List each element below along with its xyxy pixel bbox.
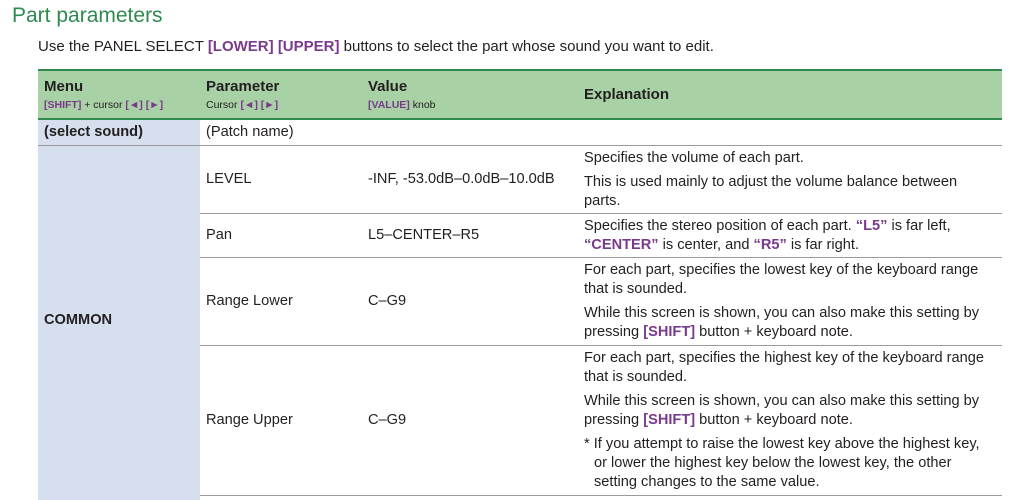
menu-cell-common: COMMON bbox=[38, 146, 200, 496]
exp-text: Specifies the stereo position of each part. bbox=[584, 217, 856, 234]
header-menu-label: Menu bbox=[44, 77, 84, 95]
exp-text: is far right. bbox=[786, 236, 859, 253]
value-knob-ref: [VALUE] bbox=[368, 98, 410, 111]
parameter-cell: LEVEL bbox=[200, 146, 362, 214]
header-parameter-sub bbox=[206, 97, 356, 113]
explanation-line: Specifies the volume of each part. bbox=[584, 149, 804, 166]
header-menu-sub bbox=[44, 97, 194, 113]
header-menu bbox=[38, 70, 200, 119]
parameter-cell: Pan bbox=[200, 214, 362, 258]
shift-key-ref: [SHIFT] bbox=[643, 324, 696, 340]
next-menu-cell-partial bbox=[38, 494, 200, 500]
exp-text: While this screen is shown, you can also make this setting by pressing bbox=[584, 393, 980, 428]
cursor-arrows-ref: [◄] [►] bbox=[125, 98, 164, 111]
explanation-line: For each part, specifies the highest key of the keyboard range that is sounded. bbox=[584, 350, 984, 385]
center-ref: “CENTER” bbox=[584, 236, 659, 253]
header-parameter-label: Parameter bbox=[206, 77, 280, 95]
value-cell: -INF, -53.0dB–0.0dB–10.0dB bbox=[362, 146, 578, 214]
exp-text: button + keyboard note. bbox=[695, 412, 853, 428]
table-row bbox=[38, 119, 1002, 146]
value-cell: C–G9 bbox=[362, 346, 578, 496]
explanation-cell bbox=[578, 258, 1002, 346]
table-row bbox=[38, 146, 1002, 214]
exp-text: is center, and bbox=[658, 236, 754, 253]
value-cell: C–G9 bbox=[362, 258, 578, 346]
header-explanation-label: Explanation bbox=[584, 85, 670, 103]
parameter-cell: Range Lower bbox=[200, 258, 362, 346]
table-header-row bbox=[38, 70, 1002, 119]
explanation-cell bbox=[578, 214, 1002, 258]
header-explanation bbox=[578, 70, 1002, 119]
explanation-line bbox=[584, 304, 996, 342]
intro-after: buttons to select the part whose sound you want to edit. bbox=[339, 38, 714, 55]
note-line: * If you attempt to raise the lowest key above the highest key, or lower the highest key below the lowest key, the other setting changes to the same value. bbox=[584, 436, 980, 490]
exp-text: While this screen is shown, you can also make this setting by pressing bbox=[584, 305, 980, 340]
explanation-line bbox=[584, 392, 996, 430]
next-row-partial bbox=[38, 494, 1002, 500]
header-value-sub bbox=[368, 97, 572, 113]
header-value-label: Value bbox=[368, 77, 408, 95]
intro-text bbox=[38, 38, 714, 55]
header-menu-sub-rest: + cursor bbox=[81, 98, 126, 111]
explanation-cell bbox=[578, 346, 1002, 496]
header-value-sub-rest: knob bbox=[409, 98, 436, 111]
parameter-cell: Range Upper bbox=[200, 346, 362, 496]
explanation-line bbox=[584, 217, 996, 255]
cursor-arrows-ref: [◄] [►] bbox=[240, 98, 279, 111]
r5-ref: “R5” bbox=[753, 236, 787, 253]
explanation-cell bbox=[578, 146, 1002, 214]
shift-key-ref: [SHIFT] bbox=[44, 98, 82, 111]
part-parameters-table bbox=[38, 69, 1002, 496]
l5-ref: “L5” bbox=[855, 217, 888, 234]
header-value bbox=[362, 70, 578, 119]
header-parameter-sub-rest: Cursor bbox=[206, 98, 241, 111]
parameter-cell: (Patch name) bbox=[200, 119, 362, 146]
exp-text: button + keyboard note. bbox=[695, 324, 853, 340]
explanation-line: This is used mainly to adjust the volume balance between parts. bbox=[584, 173, 958, 209]
header-parameter bbox=[200, 70, 362, 119]
upper-button-ref: [UPPER] bbox=[277, 38, 340, 55]
shift-key-ref: [SHIFT] bbox=[643, 412, 696, 428]
explanation-cell bbox=[578, 119, 1002, 146]
page-title: Part parameters bbox=[12, 4, 163, 27]
lower-button-ref: [LOWER] bbox=[207, 38, 274, 55]
value-cell: L5–CENTER–R5 bbox=[362, 214, 578, 258]
value-cell bbox=[362, 119, 578, 146]
menu-cell-select-sound: (select sound) bbox=[38, 119, 200, 146]
intro-before: Use the PANEL SELECT bbox=[38, 38, 208, 55]
explanation-line: For each part, specifies the lowest key of the keyboard range that is sounded. bbox=[584, 262, 979, 297]
exp-text: is far left, bbox=[887, 217, 951, 234]
